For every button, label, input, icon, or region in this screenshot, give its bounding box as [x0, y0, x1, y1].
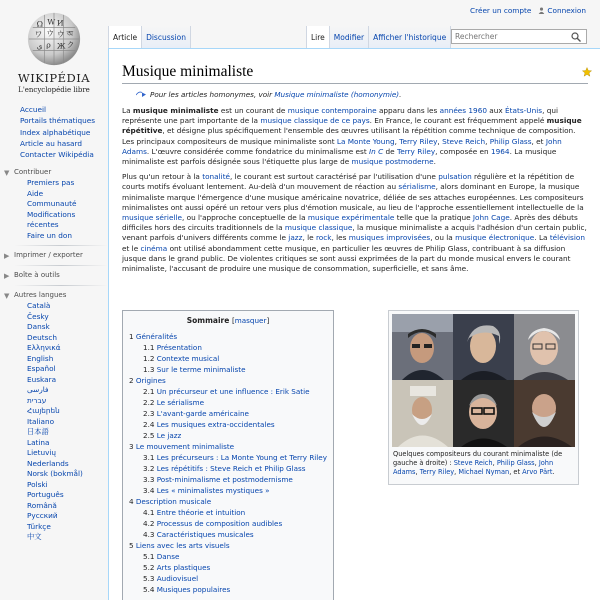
toc-link[interactable]: Sur le terme minimaliste — [156, 365, 246, 374]
wikipedia-globe-icon — [25, 10, 83, 68]
toc-link[interactable]: Un précurseur et une influence : Erik Satie — [156, 387, 310, 396]
toc-link[interactable]: Le mouvement minimaliste — [135, 442, 235, 451]
page-title: Musique minimaliste — [122, 63, 588, 84]
text-run: régulière et la répétition de courts motifs évoluant lentement. Au-delà d'un mouvement de réaction au — [122, 172, 575, 192]
hatnote-end: . — [399, 90, 402, 99]
wordmark: WIKIPÉDIA — [17, 71, 91, 85]
tab-edit[interactable]: Modifier — [330, 26, 369, 48]
svg-text:ウ: ウ — [56, 30, 65, 40]
toc-number: 3.3 — [143, 475, 155, 484]
article-link[interactable]: années 1960 — [439, 106, 487, 115]
composer-photo-3 — [514, 314, 575, 380]
sidebar-contribute-link[interactable]: Faire un don — [27, 230, 72, 240]
toc-number: 2.1 — [143, 387, 155, 396]
svg-text:ウ: ウ — [46, 29, 55, 39]
toc-number: 5.2 — [143, 563, 155, 572]
create-account-link[interactable]: Créer un compte — [470, 6, 532, 15]
text-run: , — [394, 136, 400, 146]
user-icon — [538, 7, 545, 14]
text-run: , ou la — [430, 233, 456, 243]
toc-number: 4.1 — [143, 508, 155, 517]
sidebar-nav-link[interactable]: Index alphabétique — [20, 127, 91, 137]
composer-photo-1 — [392, 314, 453, 380]
text-run: telle que la pratique — [394, 213, 473, 223]
toc-link[interactable]: Le sérialisme — [156, 398, 205, 407]
language-link[interactable]: Հայերեն — [27, 406, 60, 416]
toc-item[interactable] — [129, 485, 327, 496]
article-link[interactable]: 1964 — [491, 146, 510, 156]
svg-text:И: И — [56, 18, 64, 28]
toc-item[interactable] — [129, 507, 327, 518]
toc-item[interactable] — [129, 430, 327, 441]
text-run: , — [534, 459, 539, 467]
text-run: ont utilisé abondamment cette musique, en particulier les œuvres de Philip Glass, contribuant à sa diffusion jusque dans le grand public. De violentes critiques se sont aussi exprimées de la part du monde musical envers le courant minimaliste, l'accusant de produire une musique de consommation, superficielle, et sans âme. — [122, 243, 571, 274]
text-run: musique répétitive — [122, 116, 582, 136]
table-of-contents — [122, 310, 334, 600]
toc-item[interactable] — [129, 386, 327, 397]
text-run: , — [485, 136, 490, 146]
text-run: Quelques compositeurs du courant minimaliste (de gauche à droite) : — [393, 450, 563, 467]
tools-heading[interactable]: ▶ Boîte à outils — [4, 271, 60, 281]
article-link[interactable]: musique sérielle — [122, 213, 182, 223]
toc-link[interactable]: Musiques populaires — [156, 585, 231, 594]
toc-link[interactable]: Entre théorie et intuition — [156, 508, 246, 517]
language-link[interactable]: Ελληνικά — [27, 343, 61, 353]
language-link[interactable]: Italiano — [27, 416, 55, 426]
language-link[interactable]: 中文 — [27, 532, 42, 542]
toc-item[interactable] — [129, 562, 327, 573]
toc-item[interactable] — [129, 441, 327, 452]
article-link[interactable]: rock — [315, 233, 332, 243]
content-area — [108, 48, 600, 600]
sidebar-nav-link[interactable]: Article au hasard — [20, 138, 83, 148]
article-link[interactable]: Steve Reich — [453, 459, 493, 467]
article-link[interactable]: Michael Nyman — [458, 468, 510, 476]
tab-read[interactable]: Lire — [306, 26, 330, 48]
toc-number: 2 — [129, 376, 134, 385]
composer-photo-2 — [453, 314, 514, 380]
toc-toggle-link[interactable]: masquer — [234, 316, 267, 325]
toc-number: 3 — [129, 442, 134, 451]
collapse-arrow-icon: ▶ — [4, 272, 10, 281]
text-run: . La — [534, 233, 550, 243]
composer-photo-5 — [453, 380, 514, 447]
second-paragraph — [122, 172, 588, 274]
toc-list — [129, 331, 327, 595]
toc-number: 4.2 — [143, 519, 155, 528]
figure-caption — [392, 450, 575, 477]
sidebar-nav-link[interactable]: Contacter Wikipédia — [20, 150, 94, 160]
article-link[interactable]: musique contemporaine — [287, 106, 377, 115]
text-run: La — [122, 106, 133, 115]
svg-text:Ω: Ω — [36, 19, 44, 29]
sidebar-contribute-link[interactable]: Modifications récentes — [27, 209, 76, 230]
toc-number: 1.1 — [143, 343, 155, 352]
text-run: est un courant de — [218, 106, 288, 115]
toc-item[interactable] — [129, 496, 327, 507]
text-run: , le courant est surtout caractérisé par l'utilisation d'une — [230, 172, 439, 182]
article-link[interactable]: Philip Glass — [496, 459, 535, 467]
toc-link[interactable]: Les répétitifs : Steve Reich et Philip Glass — [156, 464, 306, 473]
composer-photo-6 — [514, 380, 575, 447]
toc-number: 1.3 — [143, 365, 155, 374]
language-link[interactable]: Español — [27, 364, 56, 374]
language-link[interactable]: English — [27, 353, 54, 363]
toc-number: 3.2 — [143, 464, 155, 473]
language-link[interactable]: Lietuvių — [27, 448, 57, 458]
navigation-portal — [0, 104, 108, 160]
toc-item[interactable] — [129, 584, 327, 595]
text-run: . L'œuvre considérée comme fondatrice du minimalisme est — [146, 146, 370, 156]
text-run: , — [415, 468, 420, 476]
text-run: . En France, le courant est fréquemment appelé — [369, 116, 547, 126]
toc-link[interactable]: Processus de composition audibles — [156, 519, 283, 528]
language-link[interactable]: Català — [27, 301, 51, 311]
toc-link[interactable]: Les « minimalistes mystiques » — [156, 486, 270, 495]
toc-number: 2.4 — [143, 420, 155, 429]
language-link[interactable]: Norsk (bokmål) — [27, 469, 83, 479]
sidebar-nav-link[interactable]: Portails thématiques — [20, 116, 96, 126]
toc-link[interactable]: Les musiques extra-occidentales — [156, 420, 275, 429]
namespace-tabs — [108, 26, 191, 48]
toc-link[interactable]: L'avant-garde américaine — [156, 409, 249, 418]
text-run: Plus qu'un retour à la — [122, 172, 203, 182]
tagline: L'encyclopédie libre — [18, 86, 90, 94]
article-link[interactable]: Terry Riley — [399, 136, 438, 146]
toc-link[interactable]: Caractéristiques musicales — [156, 530, 254, 539]
article-link[interactable]: musique postmoderne — [351, 157, 434, 167]
sidebar-contribute-link[interactable]: Communauté — [27, 199, 77, 209]
article-link[interactable]: cinéma — [140, 243, 168, 253]
language-link[interactable]: Polski — [27, 479, 48, 489]
divider — [14, 265, 108, 266]
personal-tools — [470, 6, 586, 15]
language-link[interactable]: Česky — [27, 311, 49, 321]
text-run: , qui représente une part importante de la — [122, 106, 559, 126]
toc-link[interactable]: Origines — [135, 376, 166, 385]
language-link[interactable]: Русский — [27, 511, 58, 521]
text-run: apparu dans les — [376, 106, 440, 115]
intro-paragraph — [122, 106, 588, 167]
sidebar-contribute-link[interactable]: Aide — [27, 188, 44, 198]
toc-item[interactable] — [129, 364, 327, 375]
toc-link[interactable]: Généralités — [135, 332, 178, 341]
divider — [14, 285, 108, 286]
toc-link[interactable]: Description musicale — [135, 497, 212, 506]
article-link[interactable]: musique électronique — [455, 233, 535, 243]
article-link[interactable]: tonalité — [202, 172, 231, 182]
language-link[interactable]: Türkçe — [27, 521, 51, 531]
article-link[interactable]: musique classique de ce pays — [260, 116, 370, 126]
toc-link[interactable]: Les précurseurs : La Monte Young et Terry Riley — [156, 453, 327, 462]
login-link-wrap[interactable] — [538, 6, 586, 15]
sidebar-nav-link[interactable]: Accueil — [20, 105, 47, 114]
text-run: et le — [122, 243, 141, 253]
text-run: . Après des débuts difficiles hors des circuits traditionnels de la — [122, 213, 578, 233]
article-link[interactable]: John Cage — [472, 213, 510, 223]
toc-item[interactable] — [129, 342, 327, 353]
svg-text:W: W — [47, 17, 56, 27]
toc-number: 5.1 — [143, 552, 155, 561]
article-link[interactable]: jazz — [288, 233, 303, 243]
toc-item[interactable] — [129, 331, 327, 342]
toc-item[interactable] — [129, 452, 327, 463]
language-link[interactable]: Deutsch — [27, 332, 58, 342]
toc-number: 5.4 — [143, 585, 155, 594]
tab-article[interactable]: Article — [108, 26, 142, 48]
composer-photo-4 — [392, 380, 453, 447]
language-link[interactable]: 日本語 — [27, 427, 49, 437]
toc-number: 5 — [129, 541, 134, 550]
text-run: , alors dominant en Europe, la musique minimaliste marque l'émergence d'une musique américaine novatrice, déliée de ses attaches européennes. Les compositeurs minimalistes ont aussi opéré un retour vers plus d'émotion musicale, au lieu de l'approche essentiellement intellectuelle de la — [122, 182, 584, 212]
language-link[interactable]: Euskara — [27, 374, 57, 384]
article-link[interactable]: La Monte Young — [336, 136, 395, 146]
language-link[interactable]: Latina — [27, 437, 50, 447]
toc-item[interactable] — [129, 529, 327, 540]
languages-portal — [0, 301, 108, 543]
article-link[interactable]: pulsation — [438, 172, 472, 182]
toc-item[interactable] — [129, 408, 327, 419]
toc-link[interactable]: Liens avec les arts visuels — [135, 541, 230, 550]
toc-item[interactable] — [129, 397, 327, 408]
composers-figure — [388, 310, 579, 485]
article-link[interactable]: musique expérimentale — [307, 213, 395, 223]
toc-number: 2.5 — [143, 431, 155, 440]
toc-link[interactable]: Audiovisuel — [156, 574, 199, 583]
search-input[interactable] — [452, 31, 570, 43]
svg-text:ρ: ρ — [46, 40, 51, 50]
article-link[interactable]: In C — [369, 146, 384, 156]
text-run: , et — [509, 468, 523, 476]
toc-number: 1.2 — [143, 354, 155, 363]
article-link[interactable]: musique classique — [284, 223, 353, 233]
hatnote — [136, 90, 588, 99]
article-link[interactable]: États-Unis — [505, 106, 543, 115]
text-run: , ou l'approche conceptuelle de la — [181, 213, 308, 223]
toc-item[interactable] — [129, 353, 327, 364]
article-link[interactable]: John Adams — [393, 459, 554, 476]
collapse-arrow-icon: ▶ — [4, 252, 10, 261]
toc-item[interactable] — [129, 463, 327, 474]
article-link[interactable]: Terry Riley — [419, 468, 455, 476]
expand-arrow-icon: ▼ — [4, 169, 10, 178]
search-icon[interactable] — [570, 31, 582, 43]
site-logo[interactable] — [0, 0, 108, 100]
view-tabs — [306, 26, 451, 48]
contribute-heading[interactable]: ▼ Contribuer — [4, 168, 52, 178]
toc-link[interactable]: Danse — [156, 552, 180, 561]
languages-heading[interactable]: ▼ Autres langues — [4, 291, 67, 301]
text-run: musique minimaliste — [132, 106, 219, 115]
disambiguation-icon — [136, 91, 146, 98]
text-run: . — [552, 468, 555, 476]
composers-photo-grid[interactable] — [392, 314, 575, 447]
sidebar-contribute-link[interactable]: Premiers pas — [27, 178, 75, 188]
toc-link[interactable]: Présentation — [156, 343, 202, 352]
divider — [14, 245, 108, 246]
text-run: , — [454, 468, 459, 476]
hatnote-link[interactable]: Musique minimaliste (homonymie) — [274, 90, 400, 99]
text-run: , la musique minimaliste a acquis l'adhésion d'un certain public, venant parfois d'univers différents comme le — [122, 223, 587, 243]
sidebar — [0, 104, 108, 543]
text-run: aux — [486, 106, 506, 115]
svg-text:ی: ی — [36, 41, 43, 51]
article-link[interactable]: Philip Glass — [489, 136, 532, 146]
text-run: , composée en — [435, 146, 491, 156]
search-box — [451, 29, 587, 44]
article-link[interactable]: musiques improvisées — [348, 233, 431, 243]
svg-text:ク: ク — [66, 40, 75, 50]
article-link[interactable]: Terry Riley — [396, 146, 436, 156]
text-run: , les — [331, 233, 349, 243]
text-run: , et — [531, 136, 546, 146]
language-link[interactable]: Nederlands — [27, 458, 69, 468]
text-run: de — [383, 146, 397, 156]
tab-discussion[interactable]: Discussion — [142, 26, 191, 48]
toc-number: 4.3 — [143, 530, 155, 539]
language-link[interactable]: Português — [27, 490, 64, 500]
tab-history[interactable]: Afficher l'historique — [369, 26, 451, 48]
text-run: , et désigne plus spécifiquement l'ensemble des œuvres utilisant la répétition comme technique de composition. Les principaux compositeurs de musique minimaliste sont — [122, 126, 576, 146]
text-run: . La musique minimaliste est parfois désignée sous l'étiquette plus large de — [122, 146, 557, 167]
toc-number: 4 — [129, 497, 134, 506]
toc-item[interactable] — [129, 573, 327, 584]
hatnote-text: Pour les articles homonymes, voir — [150, 90, 275, 99]
language-link[interactable]: فارسی — [27, 385, 49, 395]
toc-number: 2.2 — [143, 398, 155, 407]
toc-item[interactable] — [129, 551, 327, 562]
svg-text:Ж: Ж — [56, 41, 66, 51]
toc-number: 1 — [129, 332, 134, 341]
article-link[interactable]: télévision — [549, 233, 585, 243]
text-run: . — [433, 157, 436, 167]
print-heading[interactable]: ▶ Imprimer / exporter — [4, 251, 83, 261]
article-link[interactable]: John Adams — [122, 136, 562, 156]
article-link[interactable]: Arvo Pärt — [522, 468, 553, 476]
language-link[interactable]: Dansk — [27, 322, 50, 332]
svg-text:অ: অ — [66, 29, 74, 39]
article-link[interactable]: Steve Reich — [442, 136, 486, 146]
toc-link[interactable]: Le jazz — [156, 431, 182, 440]
text-run: , — [437, 136, 443, 146]
toc-number: 2.3 — [143, 409, 155, 418]
toc-item[interactable] — [129, 419, 327, 430]
language-link[interactable]: Română — [27, 500, 57, 510]
article-link[interactable]: sérialisme — [398, 182, 436, 192]
toc-link[interactable]: Contexte musical — [156, 354, 220, 363]
svg-text:ワ: ワ — [34, 30, 43, 40]
toc-title: Sommaire [masquer] — [186, 316, 270, 325]
login-link[interactable]: Connexion — [547, 6, 586, 15]
text-run: , — [492, 459, 497, 467]
expand-arrow-icon: ▼ — [4, 292, 10, 301]
contribute-portal — [0, 178, 108, 241]
toc-number: 3.1 — [143, 453, 155, 462]
toc-link[interactable]: Post-minimalisme et postmodernisme — [156, 475, 293, 484]
toc-item[interactable] — [129, 375, 327, 386]
toc-link[interactable]: Arts plastiques — [156, 563, 211, 572]
text-run: , le — [302, 233, 316, 243]
language-link[interactable]: עברית — [27, 395, 47, 405]
toc-item[interactable] — [129, 474, 327, 485]
toc-number: 3.4 — [143, 486, 155, 495]
toc-item[interactable] — [129, 540, 327, 551]
featured-star-icon — [582, 67, 592, 77]
toc-item[interactable] — [129, 518, 327, 529]
toc-number: 5.3 — [143, 574, 155, 583]
